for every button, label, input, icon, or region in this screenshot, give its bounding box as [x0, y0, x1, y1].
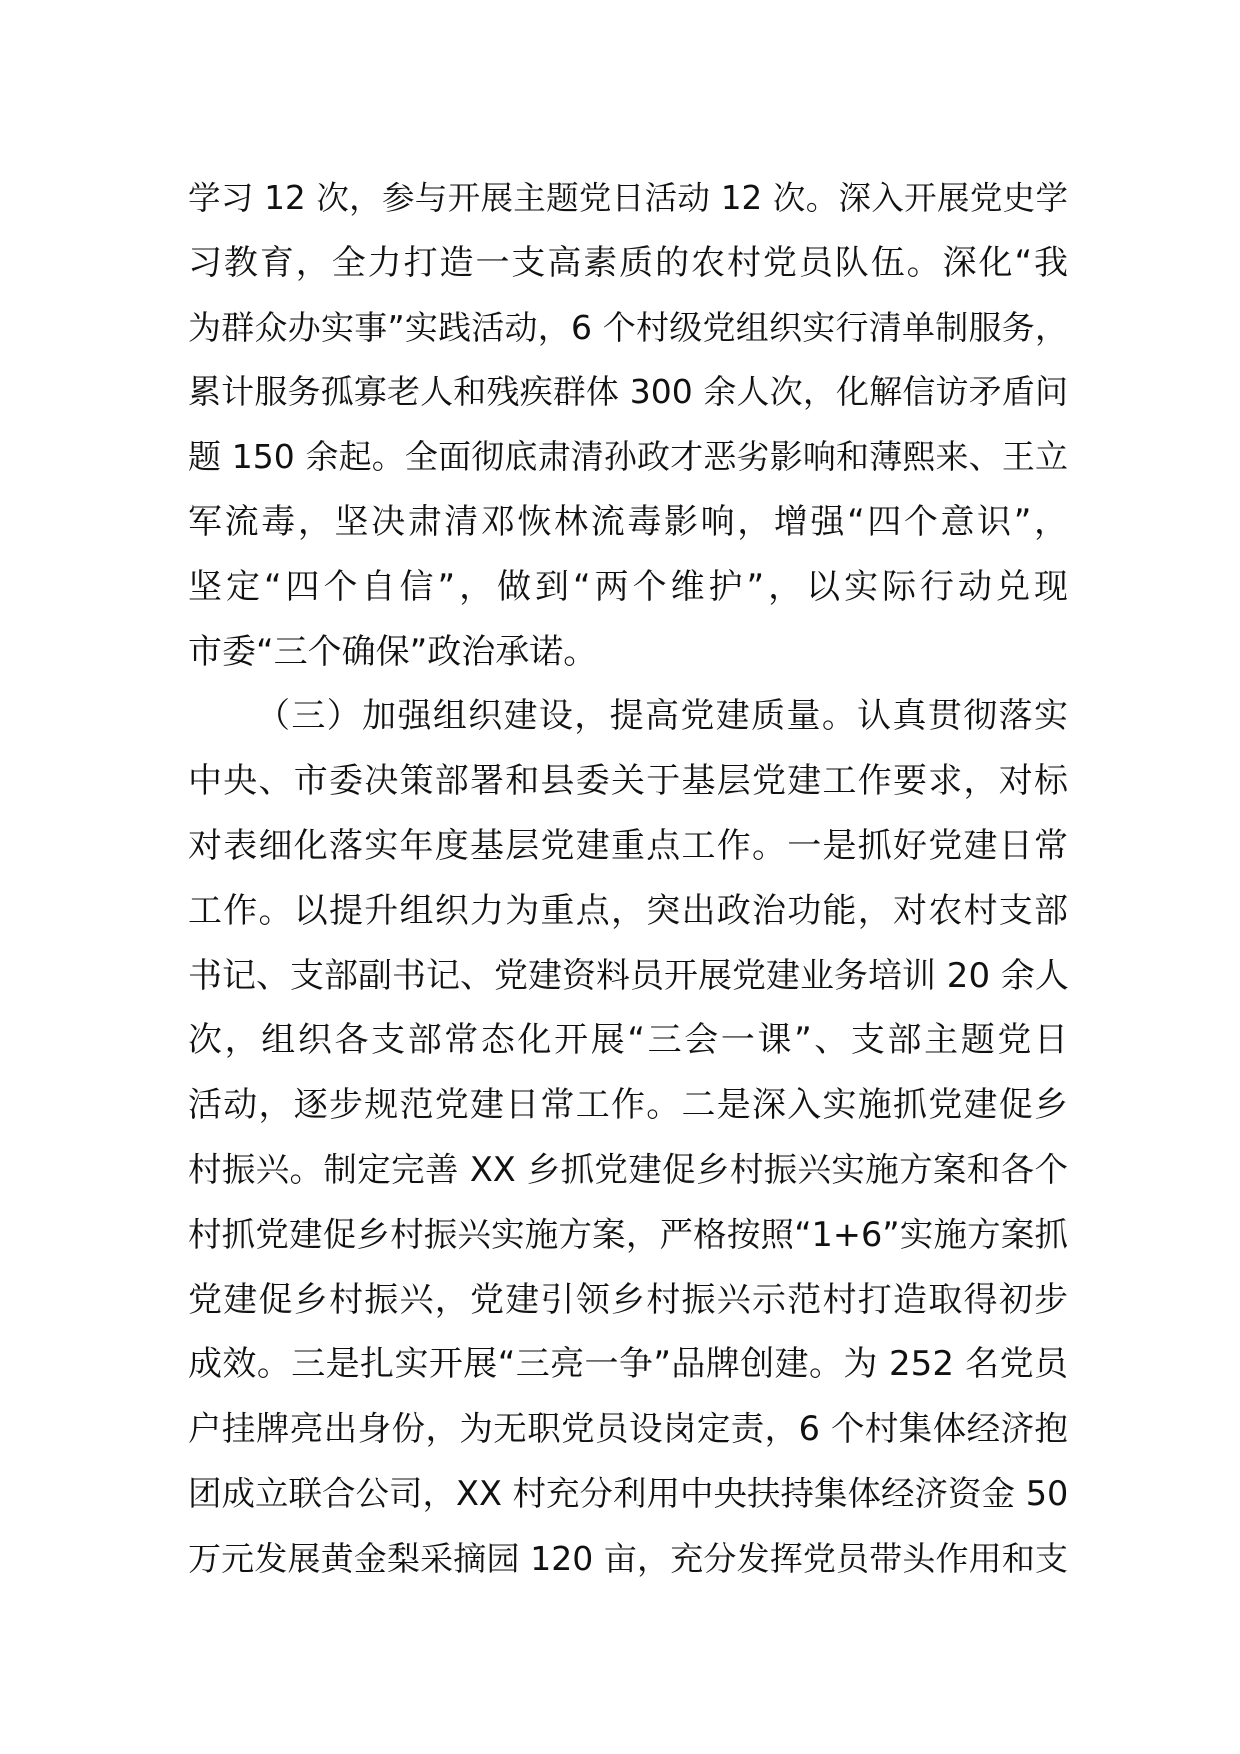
body-text — [188, 166, 1068, 1592]
text-line: （三）加强组织建设，提高党建质量。认真贯彻落实 — [256, 696, 1068, 737]
text-line: 习教育，全力打造一支高素质的农村党员队伍。深化“我 — [188, 242, 1068, 283]
text-line: 军流毒，坚决肃清邓恢林流毒影响，增强“四个意识”， — [188, 501, 1068, 542]
text-line: 题 150 余起。全面彻底肃清孙政才恶劣影响和薄熙来、王立 — [188, 437, 1068, 477]
text-line: 市委“三个确保”政治承诺。 — [188, 631, 598, 672]
text-line: 对表细化落实年度基层党建重点工作。一是抓好党建日常 — [188, 825, 1068, 866]
text-line: 学习 12 次，参与开展主题党日活动 12 次。深入开展党史学 — [188, 179, 1068, 217]
text-line: 书记、支部副书记、党建资料员开展党建业务培训 20 余人 — [188, 955, 1069, 996]
text-line: 次，组织各支部常态化开展“三会一课”、支部主题党日 — [188, 1020, 1068, 1061]
text-line: 村抓党建促乡村振兴实施方案，严格按照“1+6”实施方案抓 — [188, 1214, 1068, 1254]
text-line: 村振兴。制定完善 XX 乡抓党建促乡村振兴实施方案和各个 — [188, 1149, 1068, 1189]
text-line: 为群众办实事”实践活动，6 个村级党组织实行清单制服务， — [188, 307, 1068, 347]
text-line: 万元发展黄金梨采摘园 120 亩，充分发挥党员带头作用和支 — [188, 1538, 1068, 1578]
text-line: 成效。三是扎实开展“三亮一争”品牌创建。为 252 名党员 — [188, 1344, 1068, 1385]
text-line: 户挂牌亮出身份，为无职党员设岗定责，6 个村集体经济抱 — [188, 1409, 1068, 1449]
text-line: 累计服务孤寡老人和残疾群体 300 余人次，化解信访矛盾问 — [188, 372, 1068, 412]
text-line: 党建促乡村振兴，党建引领乡村振兴示范村打造取得初步 — [188, 1279, 1068, 1320]
text-line: 坚定“四个自信”，做到“两个维护”，以实际行动兑现 — [188, 566, 1068, 607]
text-line: 工作。以提升组织力为重点，突出政治功能，对农村支部 — [188, 890, 1068, 931]
text-line: 活动，逐步规范党建日常工作。二是深入实施抓党建促乡 — [188, 1085, 1068, 1126]
text-line: 中央、市委决策部署和县委关于基层党建工作要求，对标 — [188, 761, 1068, 802]
text-line: 团成立联合公司，XX 村充分利用中央扶持集体经济资金 50 — [188, 1473, 1069, 1513]
